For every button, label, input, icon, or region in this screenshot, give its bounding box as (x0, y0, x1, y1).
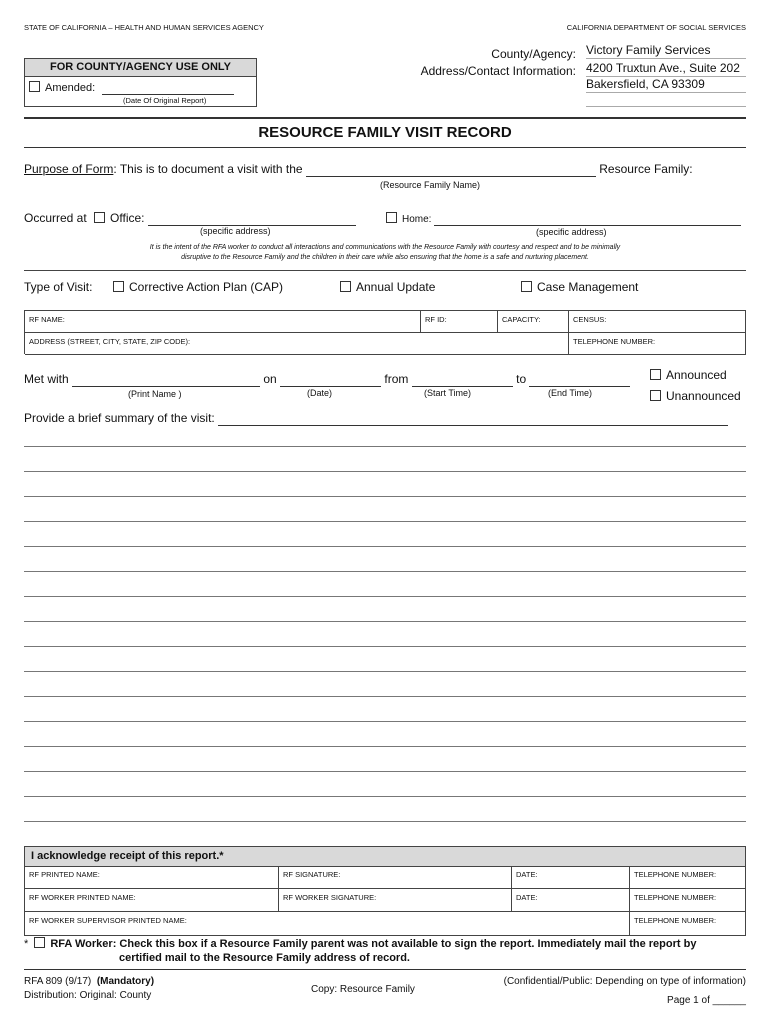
rf-printed-name-cell[interactable]: RF PRINTED NAME: (25, 866, 279, 889)
cap-label: Corrective Action Plan (CAP) (129, 280, 284, 294)
purpose-tail: Resource Family: (599, 162, 693, 176)
page-number: Page 1 of ______ (667, 995, 746, 1006)
summary-writing-line[interactable] (24, 546, 746, 547)
title-rule-bottom (24, 147, 746, 148)
home-checkbox[interactable] (386, 212, 397, 223)
summary-writing-line[interactable] (24, 646, 746, 647)
end-time-caption: (End Time) (548, 388, 593, 398)
footnote-line-1 (24, 937, 696, 950)
mandatory-label: (Mandatory) (96, 976, 155, 987)
annual-label: Annual Update (356, 280, 436, 294)
met-on-label: on (263, 372, 277, 386)
announced-option[interactable] (650, 368, 727, 382)
acknowledgment-title: I acknowledge receipt of this report.* (25, 847, 745, 867)
met-date-field[interactable] (280, 372, 381, 387)
visit-type-label: Type of Visit: (24, 280, 93, 294)
visit-type-cap[interactable] (113, 280, 283, 294)
rf-id-cell[interactable]: RF ID: (421, 311, 498, 333)
purpose-line (24, 162, 693, 177)
summary-writing-line[interactable] (24, 446, 746, 447)
form-id-line (24, 976, 154, 987)
occurred-label: Occurred at (24, 211, 87, 225)
county-use-title: FOR COUNTY/AGENCY USE ONLY (25, 59, 256, 77)
rf-name-cell[interactable]: RF NAME: (25, 311, 421, 333)
footnote-star: * (24, 938, 29, 950)
visit-type-case[interactable] (521, 280, 638, 294)
home-label: Home: (402, 214, 432, 225)
worker-signature-cell[interactable]: RF WORKER SIGNATURE: (279, 889, 512, 912)
capacity-cell[interactable]: CAPACITY: (498, 311, 569, 333)
met-from-label: from (384, 372, 409, 386)
summary-writing-line[interactable] (24, 771, 746, 772)
announced-label: Announced (666, 368, 727, 382)
date-original-caption: (Date Of Original Report) (123, 96, 207, 105)
address-line-1[interactable]: 4200 Truxtun Ave., Suite 202 (586, 61, 746, 77)
summary-label: Provide a brief summary of the visit: (24, 411, 215, 425)
summary-writing-line[interactable] (24, 796, 746, 797)
start-time-caption: (Start Time) (424, 388, 472, 398)
office-label: Office: (110, 211, 145, 225)
print-name-caption: (Print Name ) (128, 389, 182, 399)
supervisor-name-cell[interactable]: RF WORKER SUPERVISOR PRINTED NAME: (25, 912, 630, 935)
met-end-field[interactable] (529, 372, 630, 387)
parent-unavailable-checkbox[interactable] (34, 937, 45, 948)
home-address-field[interactable] (434, 214, 741, 226)
amended-date-field[interactable] (102, 82, 234, 95)
summary-writing-line[interactable] (24, 746, 746, 747)
home-address-caption: (specific address) (536, 227, 607, 237)
amended-label: Amended: (45, 82, 96, 94)
agency-header-left: STATE OF CALIFORNIA – HEALTH AND HUMAN SERVICES AGENCY (24, 23, 264, 32)
intent-statement-1: It is the intent of the RFA worker to conduct all interactions and communications with the Resource Family with courtesy and respect and to be minimally (149, 244, 621, 251)
supervisor-phone-cell[interactable]: TELEPHONE NUMBER: (634, 916, 717, 925)
county-agency-label: County/Agency: (491, 47, 576, 61)
office-checkbox[interactable] (94, 212, 105, 223)
office-address-caption: (specific address) (200, 226, 271, 236)
summary-first-line[interactable] (218, 411, 728, 426)
rf-telephone-cell[interactable]: TELEPHONE NUMBER: (569, 333, 746, 355)
census-cell[interactable]: CENSUS: (569, 311, 746, 333)
rf-phone-cell[interactable]: TELEPHONE NUMBER: (630, 866, 745, 889)
summary-writing-line[interactable] (24, 471, 746, 472)
summary-writing-line[interactable] (24, 696, 746, 697)
county-use-box (24, 58, 257, 107)
unannounced-label: Unannounced (666, 389, 741, 403)
annual-checkbox[interactable] (340, 281, 351, 292)
address-line-3[interactable] (586, 106, 746, 107)
form-id: RFA 809 (9/17) (24, 976, 92, 987)
visit-type-annual[interactable] (340, 280, 435, 294)
met-with-label: Met with (24, 372, 69, 386)
met-with-line (24, 372, 630, 387)
case-checkbox[interactable] (521, 281, 532, 292)
worker-printed-name-cell[interactable]: RF WORKER PRINTED NAME: (25, 889, 279, 912)
announced-checkbox[interactable] (650, 369, 661, 380)
footnote-line-2: certified mail to the Resource Family address of record. (119, 952, 410, 964)
resource-family-name-caption: (Resource Family Name) (380, 180, 481, 190)
summary-writing-line[interactable] (24, 621, 746, 622)
footnote-text-1: RFA Worker: Check this box if a Resource Family parent was not available to sign the report. Immediately mail the report by (50, 938, 697, 950)
worker-phone-cell[interactable]: TELEPHONE NUMBER: (630, 889, 745, 912)
cap-checkbox[interactable] (113, 281, 124, 292)
unannounced-checkbox[interactable] (650, 390, 661, 401)
amended-checkbox[interactable] (29, 81, 40, 92)
summary-writing-line[interactable] (24, 596, 746, 597)
form-title: RESOURCE FAMILY VISIT RECORD (258, 124, 512, 141)
confidential-label: (Confidential/Public: Depending on type of information) (503, 976, 746, 987)
agency-header-right: CALIFORNIA DEPARTMENT OF SOCIAL SERVICES (566, 23, 746, 32)
intent-statement-2: disruptive to the Resource Family and the children in their care while also ensuring that the home is a safe and nurturing placement. (181, 254, 589, 261)
resource-family-name-field[interactable] (306, 162, 596, 177)
rf-info-table (24, 310, 746, 354)
case-label: Case Management (537, 280, 639, 294)
distribution-label: Distribution: Original: County (24, 990, 152, 1001)
footer-rule (24, 969, 746, 970)
address-cell[interactable]: ADDRESS (STREET, CITY, STATE, ZIP CODE): (25, 333, 569, 355)
rf-signature-cell[interactable]: RF SIGNATURE: (279, 866, 512, 889)
summary-line (24, 411, 728, 426)
unannounced-option[interactable] (650, 389, 741, 403)
address-line-2[interactable]: Bakersfield, CA 93309 (586, 77, 746, 93)
copy-label: Copy: Resource Family (311, 984, 415, 995)
date-caption: (Date) (307, 388, 333, 398)
acknowledgment-table (24, 846, 746, 936)
summary-writing-line[interactable] (24, 721, 746, 722)
rf-date-cell[interactable]: DATE: (512, 866, 630, 889)
title-rule-top (24, 117, 746, 119)
met-start-field[interactable] (412, 372, 513, 387)
summary-writing-line[interactable] (24, 821, 746, 822)
summary-writing-line[interactable] (24, 496, 746, 497)
occurred-home-line (386, 212, 741, 226)
summary-writing-line[interactable] (24, 521, 746, 522)
purpose-text: : This is to document a visit with the (113, 162, 303, 176)
office-address-field[interactable] (148, 211, 356, 226)
summary-writing-line[interactable] (24, 671, 746, 672)
worker-date-cell[interactable]: DATE: (512, 889, 630, 912)
purpose-label: Purpose of Form (24, 162, 114, 176)
summary-writing-line[interactable] (24, 571, 746, 572)
address-contact-label: Address/Contact Information: (420, 64, 576, 78)
intent-rule (24, 270, 746, 271)
county-agency-value[interactable]: Victory Family Services (586, 43, 746, 59)
met-name-field[interactable] (72, 372, 260, 387)
occurred-office-line (24, 211, 356, 226)
met-to-label: to (516, 372, 527, 386)
